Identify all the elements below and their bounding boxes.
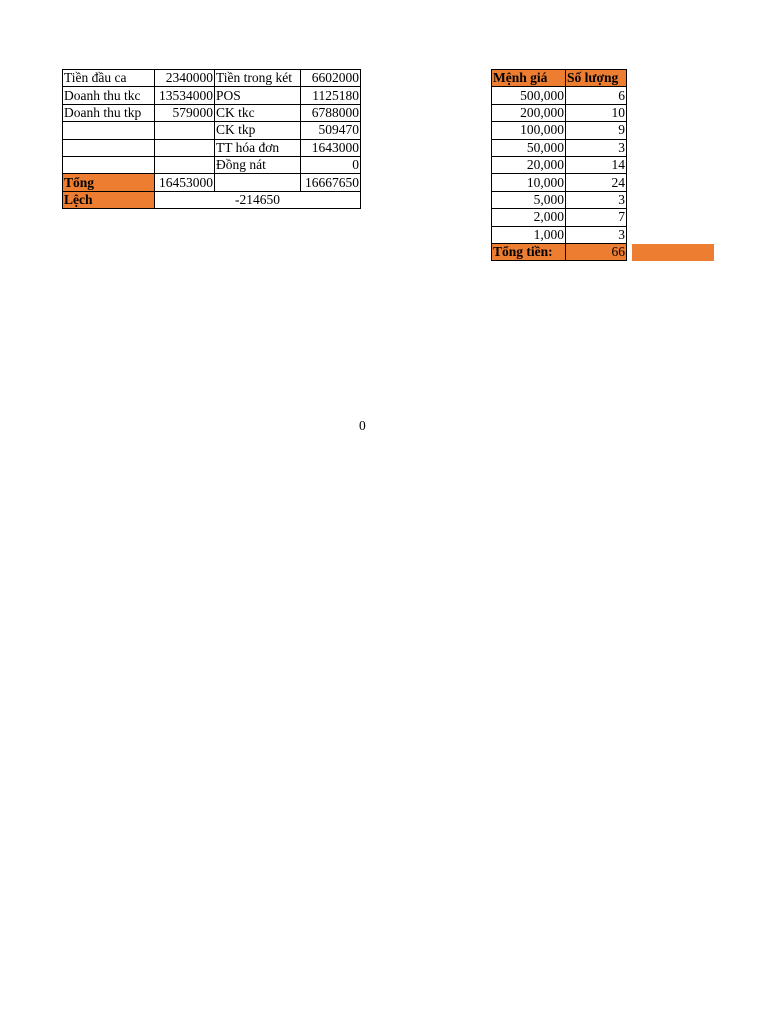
- cell[interactable]: 6788000: [301, 104, 361, 121]
- denomination-cell[interactable]: 1,000: [492, 226, 566, 243]
- cell[interactable]: 2340000: [155, 70, 215, 87]
- cell[interactable]: Tiền trong két: [215, 70, 301, 87]
- cell[interactable]: [155, 139, 215, 156]
- cell[interactable]: [63, 139, 155, 156]
- denomination-cell[interactable]: 20,000: [492, 156, 566, 173]
- denomination-cell[interactable]: 2,000: [492, 209, 566, 226]
- quantity-cell[interactable]: 7: [566, 209, 627, 226]
- cell[interactable]: TT hóa đơn: [215, 139, 301, 156]
- denomination-cell[interactable]: 5,000: [492, 191, 566, 208]
- cell[interactable]: 0: [301, 156, 361, 173]
- difference-value[interactable]: -214650: [155, 191, 361, 208]
- table-row: [492, 156, 627, 173]
- cell[interactable]: CK tkc: [215, 104, 301, 121]
- denomination-table: [491, 69, 627, 261]
- cash-summary-table: [62, 69, 361, 209]
- difference-row: [63, 191, 361, 208]
- cell[interactable]: 1125180: [301, 87, 361, 104]
- table-row: [492, 139, 627, 156]
- quantity-cell[interactable]: 14: [566, 156, 627, 173]
- cell[interactable]: [155, 122, 215, 139]
- highlighted-cell-fill: [632, 244, 714, 261]
- table-row: [492, 104, 627, 121]
- quantity-cell[interactable]: 3: [566, 226, 627, 243]
- denomination-total-row: [492, 243, 627, 260]
- cell[interactable]: 579000: [155, 104, 215, 121]
- cell[interactable]: 6602000: [301, 70, 361, 87]
- table-row: [492, 226, 627, 243]
- table-row: [492, 122, 627, 139]
- cell[interactable]: Đồng nát: [215, 156, 301, 173]
- table-row: [63, 122, 361, 139]
- table-row: [492, 87, 627, 104]
- header-denomination[interactable]: Mệnh giá: [492, 70, 566, 87]
- table-row: [492, 191, 627, 208]
- header-quantity[interactable]: Số lượng: [566, 70, 627, 87]
- denomination-cell[interactable]: 500,000: [492, 87, 566, 104]
- cell[interactable]: CK tkp: [215, 122, 301, 139]
- total-left-value[interactable]: 16453000: [155, 174, 215, 191]
- stray-cell-value[interactable]: 0: [359, 418, 366, 433]
- total-row: [63, 174, 361, 191]
- cell[interactable]: [63, 156, 155, 173]
- cell[interactable]: 509470: [301, 122, 361, 139]
- cell[interactable]: Doanh thu tkp: [63, 104, 155, 121]
- table-row: [63, 104, 361, 121]
- table-row: [63, 70, 361, 87]
- table-row: [63, 87, 361, 104]
- table-row: [63, 156, 361, 173]
- table-row: [492, 209, 627, 226]
- cell[interactable]: [155, 156, 215, 173]
- denomination-cell[interactable]: 100,000: [492, 122, 566, 139]
- total-right-value[interactable]: 16667650: [301, 174, 361, 191]
- total-money-label[interactable]: Tổng tiền:: [492, 243, 566, 260]
- denomination-cell[interactable]: 50,000: [492, 139, 566, 156]
- total-label[interactable]: Tổng: [63, 174, 155, 191]
- cell[interactable]: 13534000: [155, 87, 215, 104]
- quantity-cell[interactable]: 3: [566, 191, 627, 208]
- table-row: [492, 174, 627, 191]
- total-money-value[interactable]: 66: [566, 243, 627, 260]
- table-row: [63, 139, 361, 156]
- quantity-cell[interactable]: 9: [566, 122, 627, 139]
- quantity-cell[interactable]: 24: [566, 174, 627, 191]
- cell[interactable]: Doanh thu tkc: [63, 87, 155, 104]
- cell[interactable]: 1643000: [301, 139, 361, 156]
- difference-label[interactable]: Lệch: [63, 191, 155, 208]
- quantity-cell[interactable]: 6: [566, 87, 627, 104]
- quantity-cell[interactable]: 10: [566, 104, 627, 121]
- cell[interactable]: Tiền đầu ca: [63, 70, 155, 87]
- denomination-cell[interactable]: 10,000: [492, 174, 566, 191]
- cell[interactable]: [63, 122, 155, 139]
- cell[interactable]: [215, 174, 301, 191]
- denomination-header-row: [492, 70, 627, 87]
- denomination-cell[interactable]: 200,000: [492, 104, 566, 121]
- quantity-cell[interactable]: 3: [566, 139, 627, 156]
- cell[interactable]: POS: [215, 87, 301, 104]
